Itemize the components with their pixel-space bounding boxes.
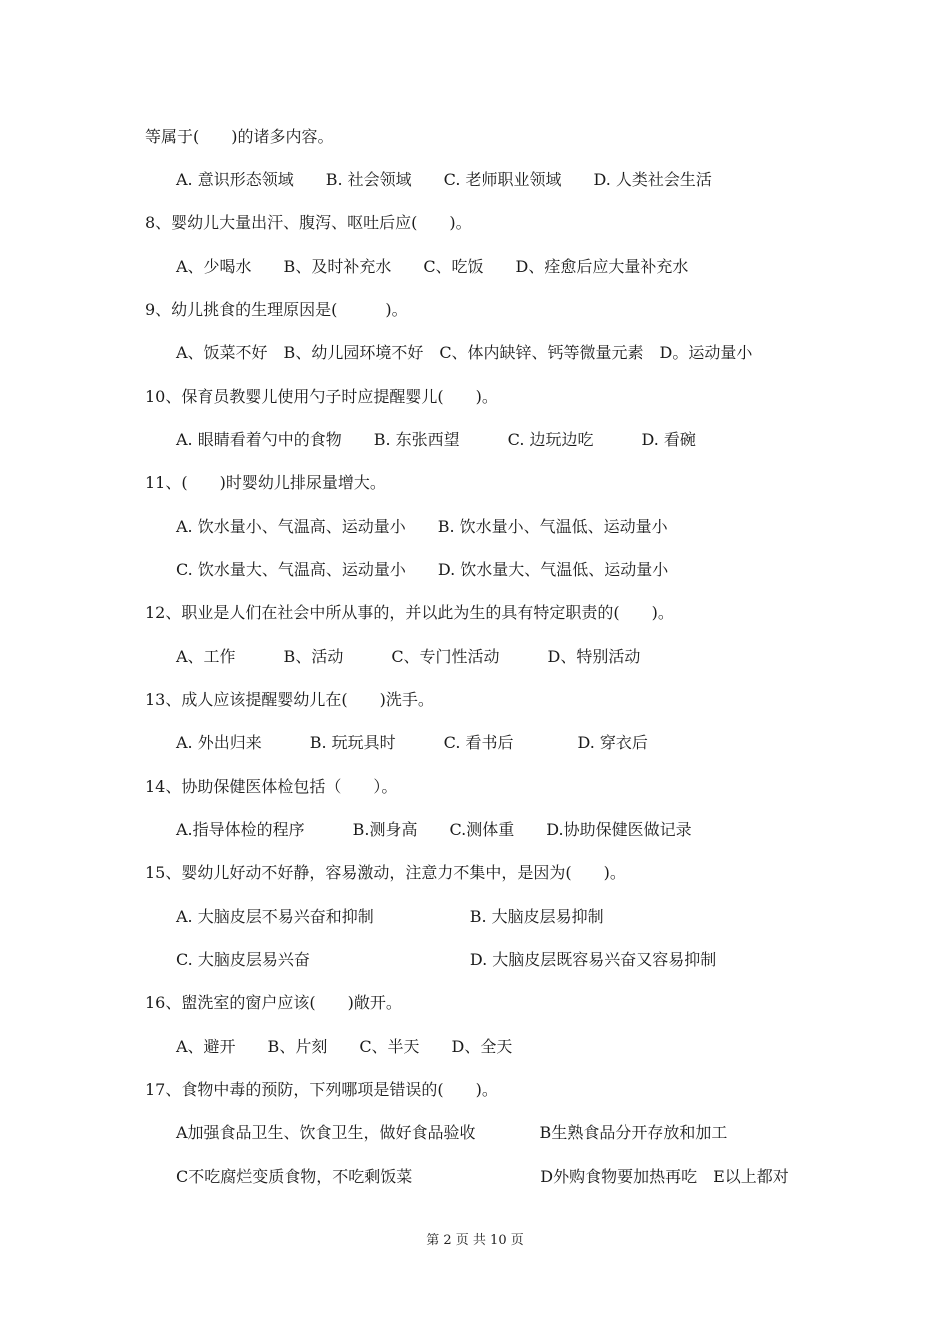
- question-14: 14、协助保健医体检包括（ ）。: [145, 777, 398, 796]
- question-7-continuation: 等属于( )的诸多内容。: [145, 127, 334, 146]
- question-8-options: A、少喝水 B、及时补充水 C、吃饭 D、痊愈后应大量补充水: [176, 257, 689, 276]
- question-11-options-cd: C. 饮水量大、气温高、运动量小 D. 饮水量大、气温低、运动量小: [176, 560, 669, 579]
- question-10-options: A. 眼睛看着勺中的食物 B. 东张西望 C. 边玩边吃 D. 看碗: [176, 430, 696, 449]
- question-14-options: A.指导体检的程序 B.测身高 C.测体重 D.协助保健医做记录: [176, 820, 692, 839]
- question-15-options-cd: C. 大脑皮层易兴奋 D. 大脑皮层既容易兴奋又容易抑制: [176, 950, 717, 969]
- question-8: 8、婴幼儿大量出汗、腹泻、呕吐后应( )。: [145, 213, 472, 232]
- question-17: 17、食物中毒的预防，下列哪项是错误的( )。: [145, 1080, 498, 1099]
- question-16: 16、盥洗室的窗户应该( )敞开。: [145, 993, 402, 1012]
- question-17-options-ab: A加强食品卫生、饮食卫生，做好食品验收 B生熟食品分开存放和加工: [176, 1123, 728, 1142]
- question-7-options: A. 意识形态领域 B. 社会领域 C. 老师职业领域 D. 人类社会生活: [176, 170, 712, 189]
- question-13: 13、成人应该提醒婴幼儿在( )洗手。: [145, 690, 434, 709]
- question-12-options: A、工作 B、活动 C、专门性活动 D、特别活动: [176, 647, 641, 666]
- question-15-options-ab: A. 大脑皮层不易兴奋和抑制 B. 大脑皮层易抑制: [176, 907, 604, 926]
- question-10: 10、保育员教婴儿使用勺子时应提醒婴儿( )。: [145, 387, 498, 406]
- question-15: 15、婴幼儿好动不好静，容易激动，注意力不集中，是因为( )。: [145, 863, 626, 882]
- question-13-options: A. 外出归来 B. 玩玩具时 C. 看书后 D. 穿衣后: [176, 733, 648, 752]
- page-footer: 第 2 页 共 10 页: [426, 1233, 524, 1248]
- question-17-options-cde: C不吃腐烂变质食物，不吃剩饭菜 D外购食物要加热再吃 E以上都对: [176, 1167, 789, 1186]
- question-9-options: A、饭菜不好 B、幼儿园环境不好 C、体内缺锌、钙等微量元素 D。运动量小: [176, 343, 753, 362]
- question-16-options: A、避开 B、片刻 C、半天 D、全天: [176, 1037, 513, 1056]
- question-12: 12、职业是人们在社会中所从事的，并以此为生的具有特定职责的( )。: [145, 603, 674, 622]
- question-11: 11、( )时婴幼儿排尿量增大。: [145, 473, 386, 492]
- question-11-options-ab: A. 饮水量小、气温高、运动量小 B. 饮水量小、气温低、运动量小: [176, 517, 668, 536]
- question-9: 9、幼儿挑食的生理原因是( )。: [145, 300, 408, 319]
